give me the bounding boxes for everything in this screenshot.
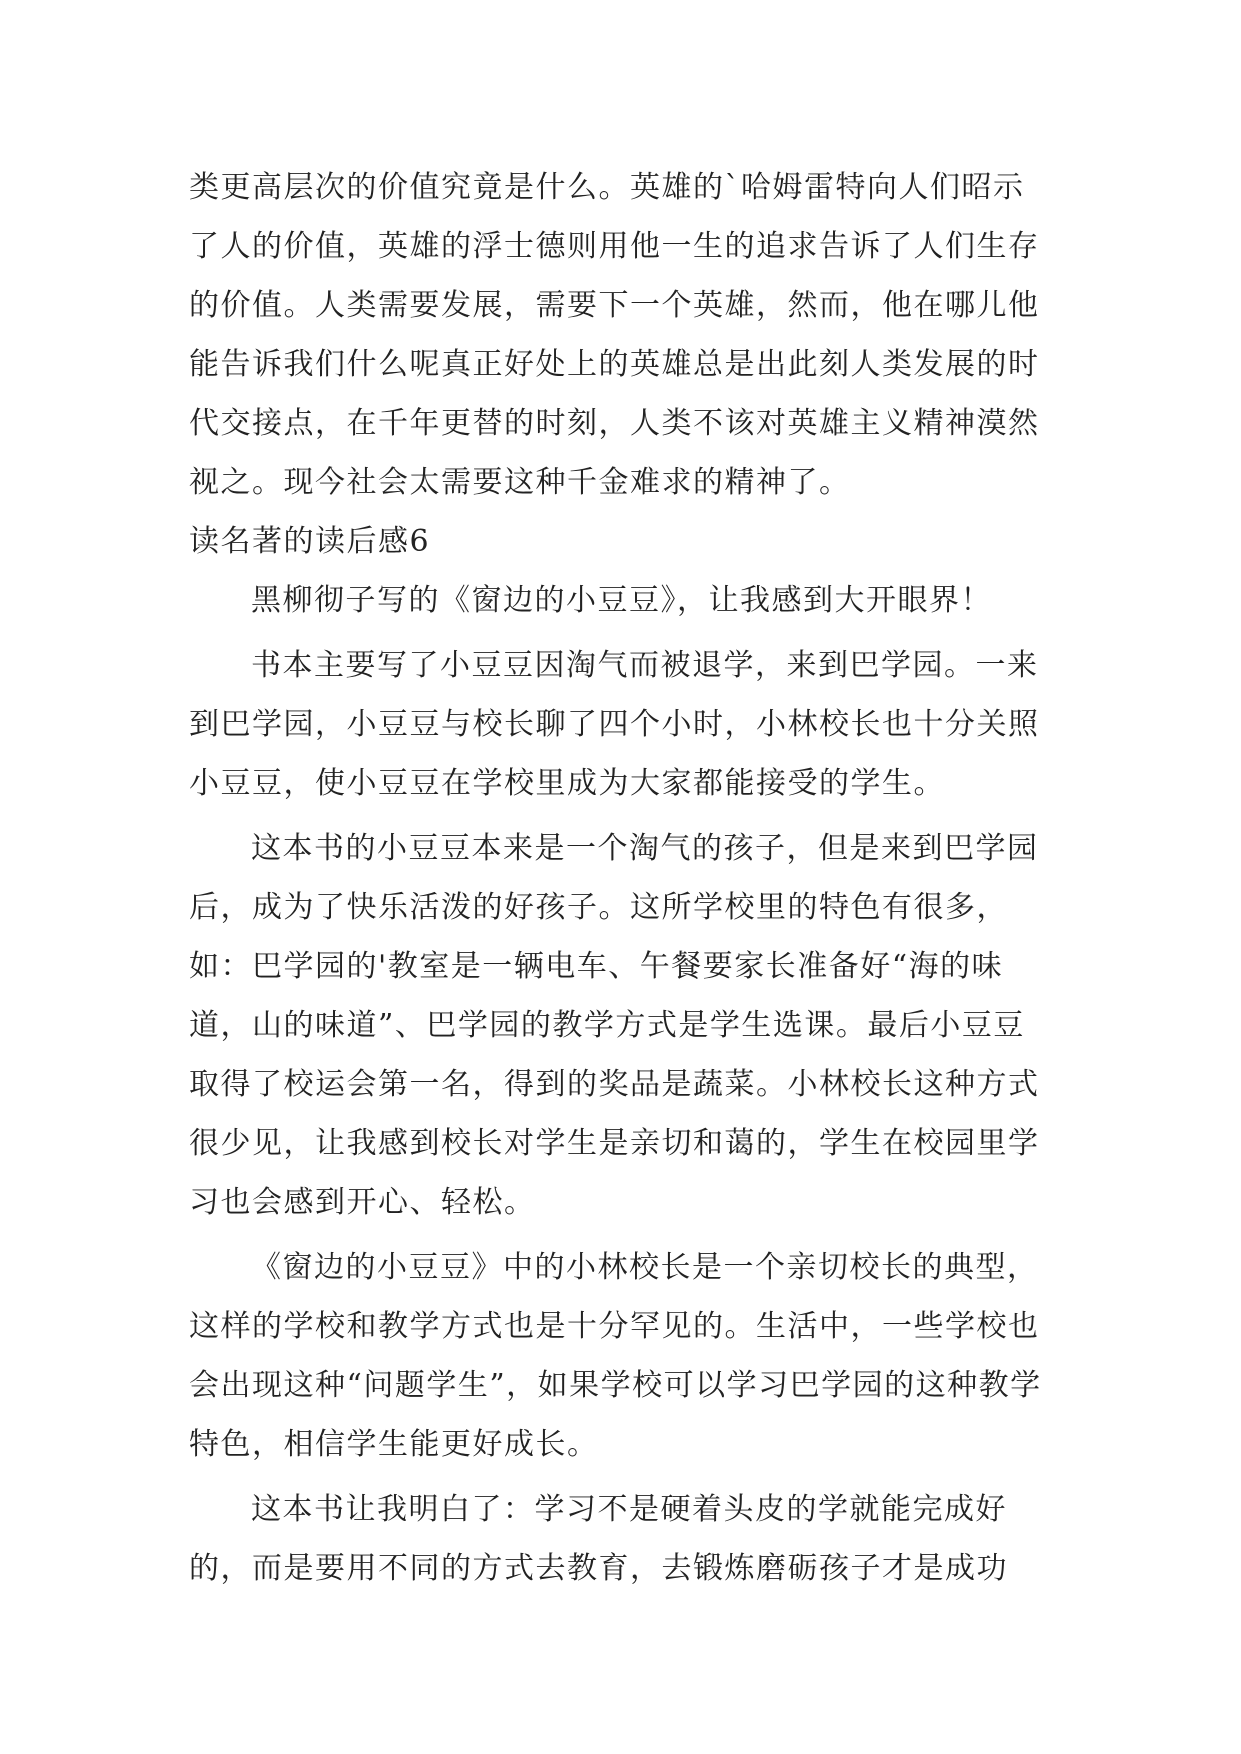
paragraph-continued: 类更高层次的价值究竟是什么。英雄的`哈姆雷特向人们昭示了人的价值，英雄的浮士德则用他一生的追求告诉了人们生存的价值。人类需要发展，需要下一个英雄，然而，他在哪儿他能告诉我们什么呢真正好处上的英雄总是出此刻人类发展的时代交接点，在千年更替的时刻，人类不该对英雄主义精神漠然视之。现今社会太需要这种千金难求的精神了。 [189, 170, 1040, 500]
paragraph-principal: 《窗边的小豆豆》中的小林校长是一个亲切校长的典型，这样的学校和教学方式也是十分罕见的。生活中，一些学校也会出现这种“问题学生”，如果学校可以学习巴学园的这种教学特色，相信学生能更好成长。 [189, 1250, 1042, 1462]
document-body [189, 158, 1054, 1598]
paragraph-summary: 书本主要写了小豆豆因淘气而被退学，来到巴学园。一来到巴学园，小豆豆与校长聊了四个小时，小林校长也十分关照小豆豆，使小豆豆在学校里成为大家都能接受的学生。 [189, 648, 1040, 801]
paragraph-intro: 黑柳彻子写的《窗边的小豆豆》，让我感到大开眼界！ [251, 583, 992, 618]
paragraph-lesson: 这本书让我明白了：学习不是硬着头皮的学就能完成好的，而是要用不同的方式去教育，去锻炼磨砺孩子才是成功 [189, 1492, 1008, 1586]
paragraph-school-features: 这本书的小豆豆本来是一个淘气的孩子，但是来到巴学园后，成为了快乐活泼的好孩子。这所学校里的特色有很多，如：巴学园的'教室是一辆电车、午餐要家长准备好“海的味道，山的味道”、巴学园的教学方式是学生选课。最后小豆豆取得了校运会第一名，得到的奖品是蔬菜。小林校长这种方式很少见，让我感到校长对学生是亲切和蔼的，学生在校园里学习也会感到开心、轻松。 [189, 831, 1040, 1220]
section-heading: 读名著的读后感6 [189, 524, 431, 559]
